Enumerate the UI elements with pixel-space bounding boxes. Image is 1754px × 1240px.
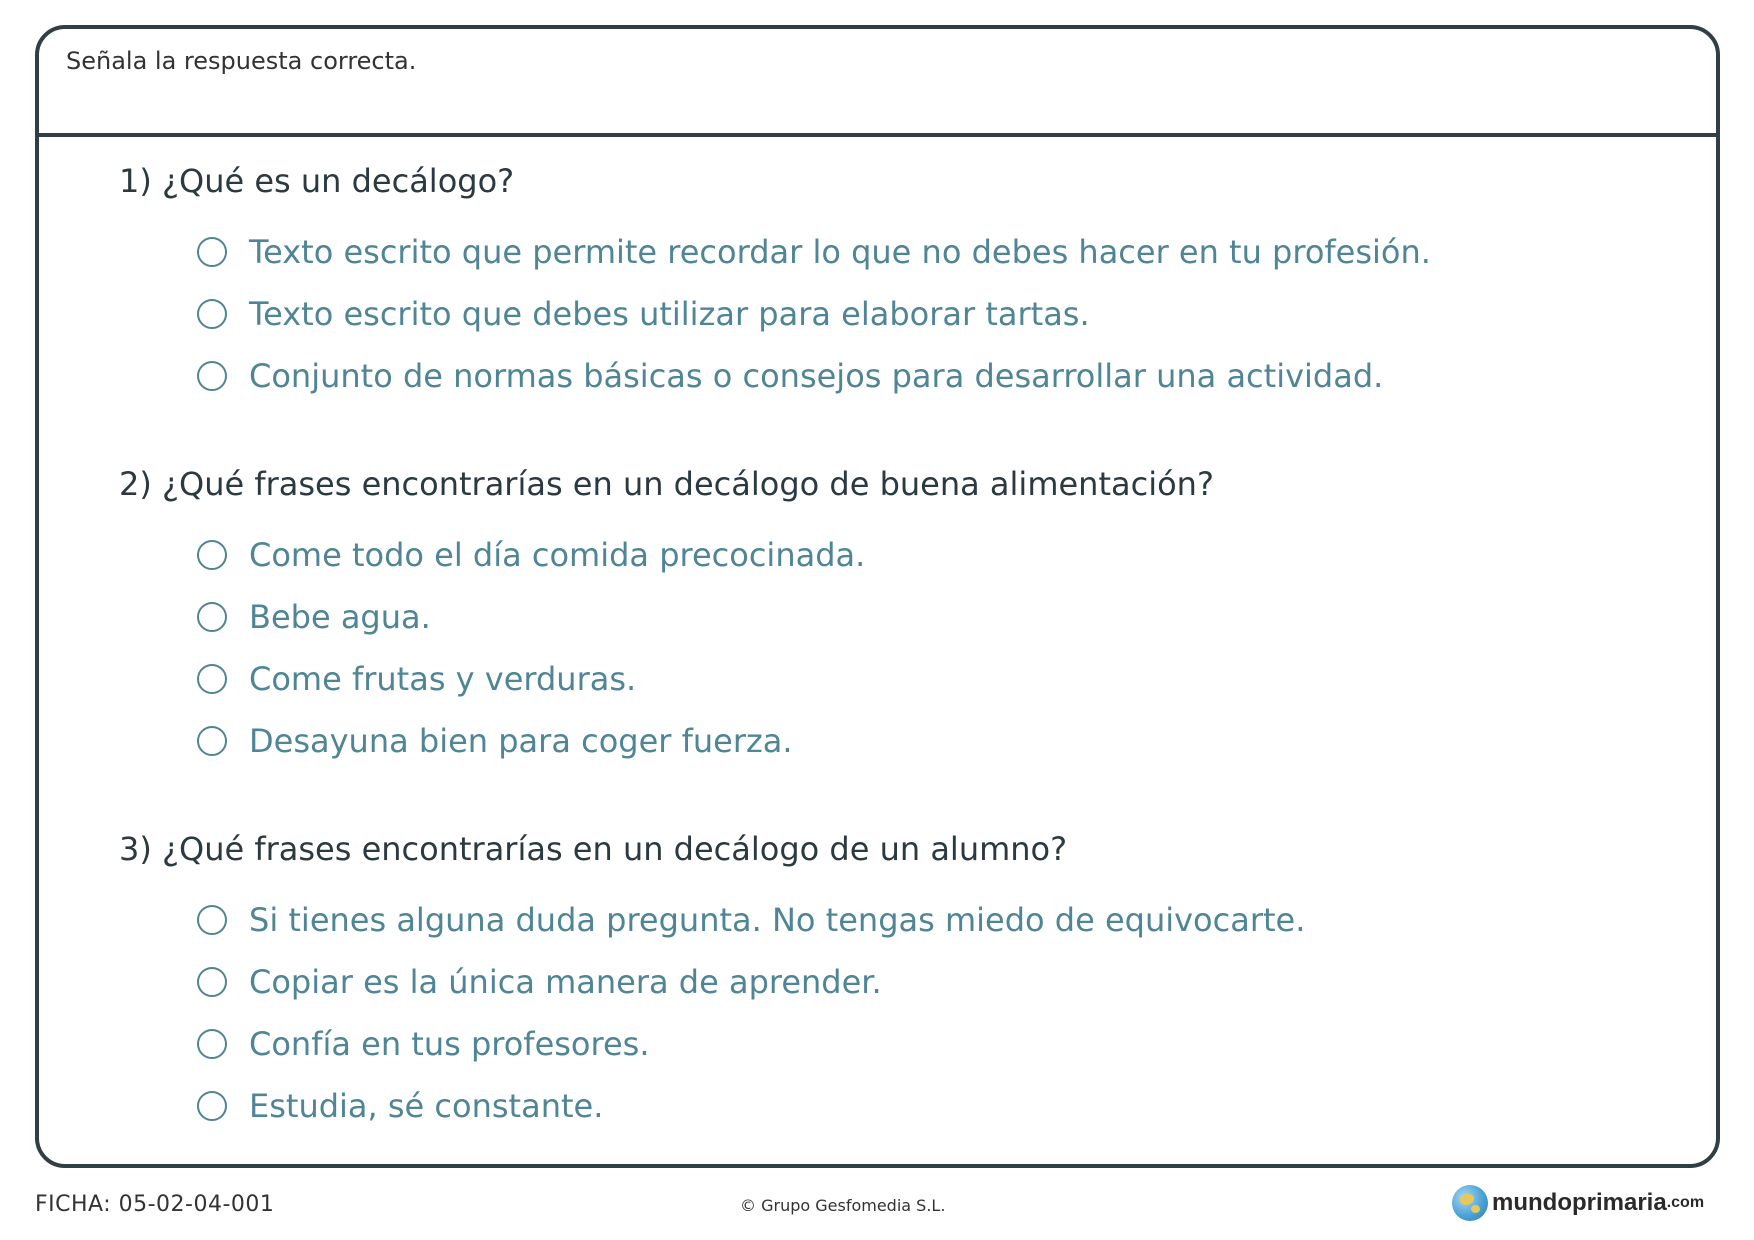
- copyright-text: © Grupo Gesfomedia S.L.: [740, 1196, 946, 1215]
- logo-name: mundoprimaria: [1492, 1189, 1667, 1216]
- option[interactable]: [197, 710, 1676, 772]
- option[interactable]: [197, 524, 1676, 586]
- radio-circle-icon[interactable]: [197, 1091, 227, 1121]
- worksheet-card: [35, 25, 1720, 1168]
- radio-circle-icon[interactable]: [197, 664, 227, 694]
- option-label: Texto escrito que permite recordar lo que no debes hacer en tu profesión.: [249, 233, 1431, 271]
- option[interactable]: [197, 1013, 1676, 1075]
- options-list: [119, 524, 1676, 772]
- question-2: [119, 462, 1676, 772]
- option-label: Come frutas y verduras.: [249, 660, 637, 698]
- option[interactable]: [197, 345, 1676, 407]
- question-1: [119, 159, 1676, 407]
- questions-list: [119, 159, 1676, 1192]
- option[interactable]: [197, 221, 1676, 283]
- option-label: Texto escrito que debes utilizar para elaborar tartas.: [249, 295, 1090, 333]
- option-label: Come todo el día comida precocinada.: [249, 536, 866, 574]
- radio-circle-icon[interactable]: [197, 299, 227, 329]
- option-label: Confía en tus profesores.: [249, 1025, 650, 1063]
- question-text: 3) ¿Qué frases encontrarías en un decálogo de un alumno?: [119, 830, 1068, 868]
- option[interactable]: [197, 1075, 1676, 1137]
- radio-circle-icon[interactable]: [197, 540, 227, 570]
- radio-circle-icon[interactable]: [197, 237, 227, 267]
- worksheet-header: [39, 29, 1716, 137]
- logo-tld: .com: [1666, 1194, 1705, 1211]
- question-text: 2) ¿Qué frases encontrarías en un decálogo de buena alimentación?: [119, 465, 1214, 503]
- option[interactable]: [197, 951, 1676, 1013]
- globe-icon: [1452, 1185, 1488, 1221]
- option[interactable]: [197, 586, 1676, 648]
- instruction-text: Señala la respuesta correcta.: [66, 47, 417, 75]
- option[interactable]: [197, 889, 1676, 951]
- option[interactable]: [197, 648, 1676, 710]
- radio-circle-icon[interactable]: [197, 726, 227, 756]
- radio-circle-icon[interactable]: [197, 361, 227, 391]
- option-label: Si tienes alguna duda pregunta. No tengas miedo de equivocarte.: [249, 901, 1306, 939]
- option-label: Conjunto de normas básicas o consejos para desarrollar una actividad.: [249, 357, 1384, 395]
- option[interactable]: [197, 283, 1676, 345]
- radio-circle-icon[interactable]: [197, 905, 227, 935]
- radio-circle-icon[interactable]: [197, 602, 227, 632]
- option-label: Copiar es la única manera de aprender.: [249, 963, 882, 1001]
- radio-circle-icon[interactable]: [197, 967, 227, 997]
- options-list: [119, 889, 1676, 1137]
- option-label: Estudia, sé constante.: [249, 1087, 604, 1125]
- options-list: [119, 221, 1676, 407]
- question-3: [119, 827, 1676, 1137]
- ficha-code: FICHA: 05-02-04-001: [35, 1192, 275, 1217]
- option-label: Bebe agua.: [249, 598, 431, 636]
- radio-circle-icon[interactable]: [197, 1029, 227, 1059]
- option-label: Desayuna bien para coger fuerza.: [249, 722, 793, 760]
- question-text: 1) ¿Qué es un decálogo?: [119, 162, 515, 200]
- site-logo[interactable]: [1452, 1185, 1704, 1221]
